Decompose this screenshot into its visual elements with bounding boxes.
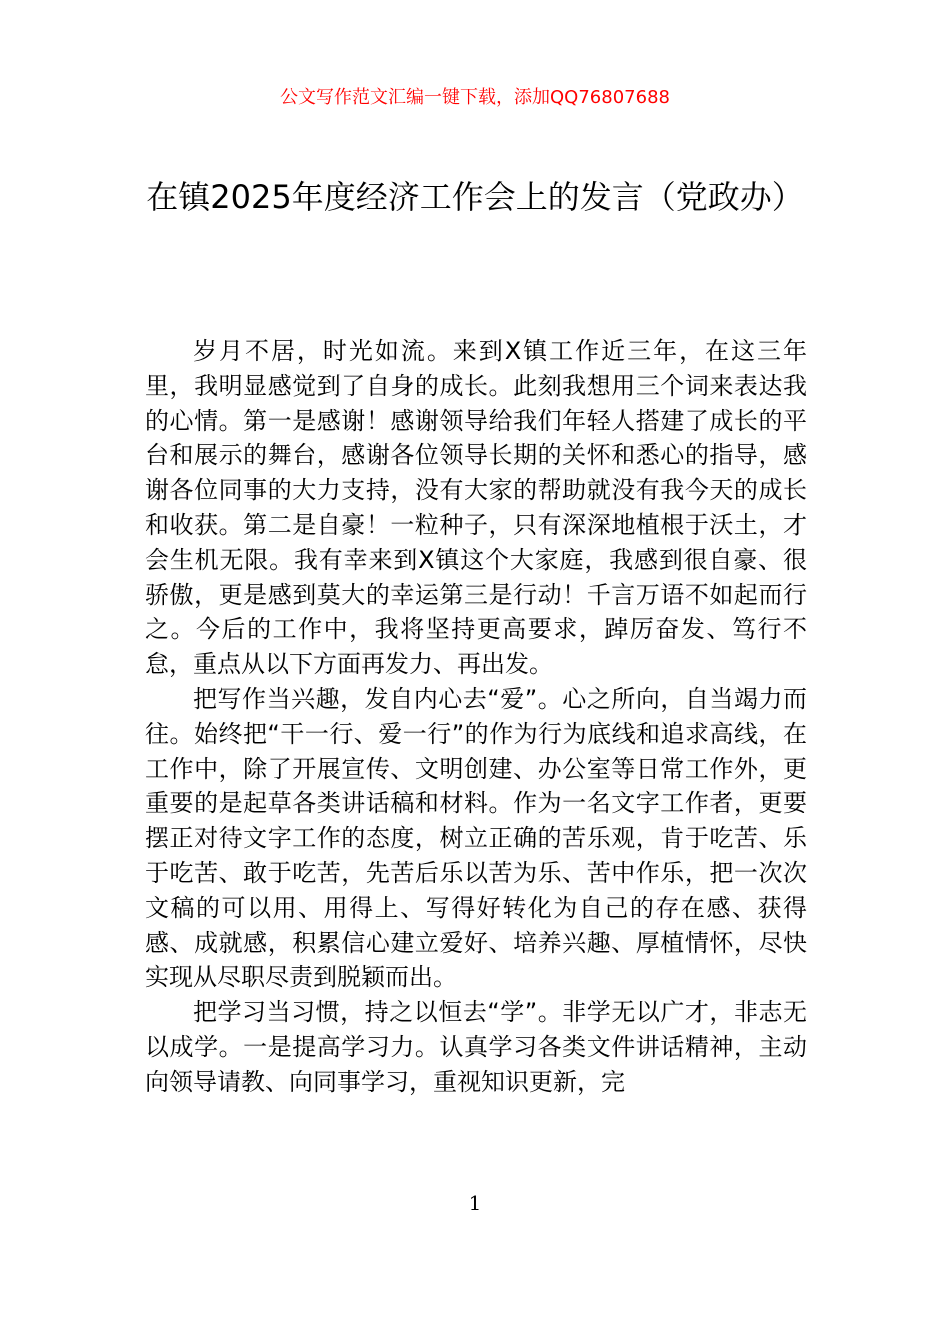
header-promo-note: 公文写作范文汇编一键下载，添加QQ76807688 <box>280 87 670 108</box>
paragraph: 把写作当兴趣，发自内心去“爱”。心之所向，自当竭力而往。始终把“干一行、爱一行”的作为行为底线和追求高线，在工作中，除了开展宣传、文明创建、办公室等日常工作外，更重要的是起草各类讲话稿和材料。作为一名文字工作者，更要摆正对待文字工作的态度，树立正确的苦乐观，肯于吃苦、乐于吃苦、敢于吃苦，先苦后乐以苦为乐、苦中作乐，把一次次文稿的可以用、用得上、写得好转化为自己的存在感、获得感、成就感，积累信心建立爱好、培养兴趣、厚植情怀，尽快实现从尽职尽责到脱颖而出。 <box>145 684 807 992</box>
paragraph: 把学习当习惯，持之以恒去“学”。非学无以广才，非志无以成学。一是提高学习力。认真学习各类文件讲话精神，主动向领导请教、向同事学习，重视知识更新，完 <box>145 998 807 1096</box>
paragraph: 岁月不居，时光如流。来到X镇工作近三年，在这三年里，我明显感觉到了自身的成长。此刻我想用三个词来表达我的心情。第一是感谢！感谢领导给我们年轻人搭建了成长的平台和展示的舞台，感谢各位领导长期的关怀和悉心的指导，感谢各位同事的大力支持，没有大家的帮助就没有我今天的成长和收获。第二是自豪！一粒种子，只有深深地植根于沃土，才会生机无限。我有幸来到X镇这个大家庭，我感到很自豪、很骄傲，更是感到莫大的幸运第三是行动！千言万语不如起而行之。今后的工作中，我将坚持更高要求，踔厉奋发、笃行不怠，重点从以下方面再发力、再出发。 <box>145 337 807 679</box>
page-number: 1 <box>468 1191 482 1215</box>
document-body <box>145 334 807 1100</box>
document-title: 在镇2025年度经济工作会上的发言（党政办） <box>146 178 804 216</box>
